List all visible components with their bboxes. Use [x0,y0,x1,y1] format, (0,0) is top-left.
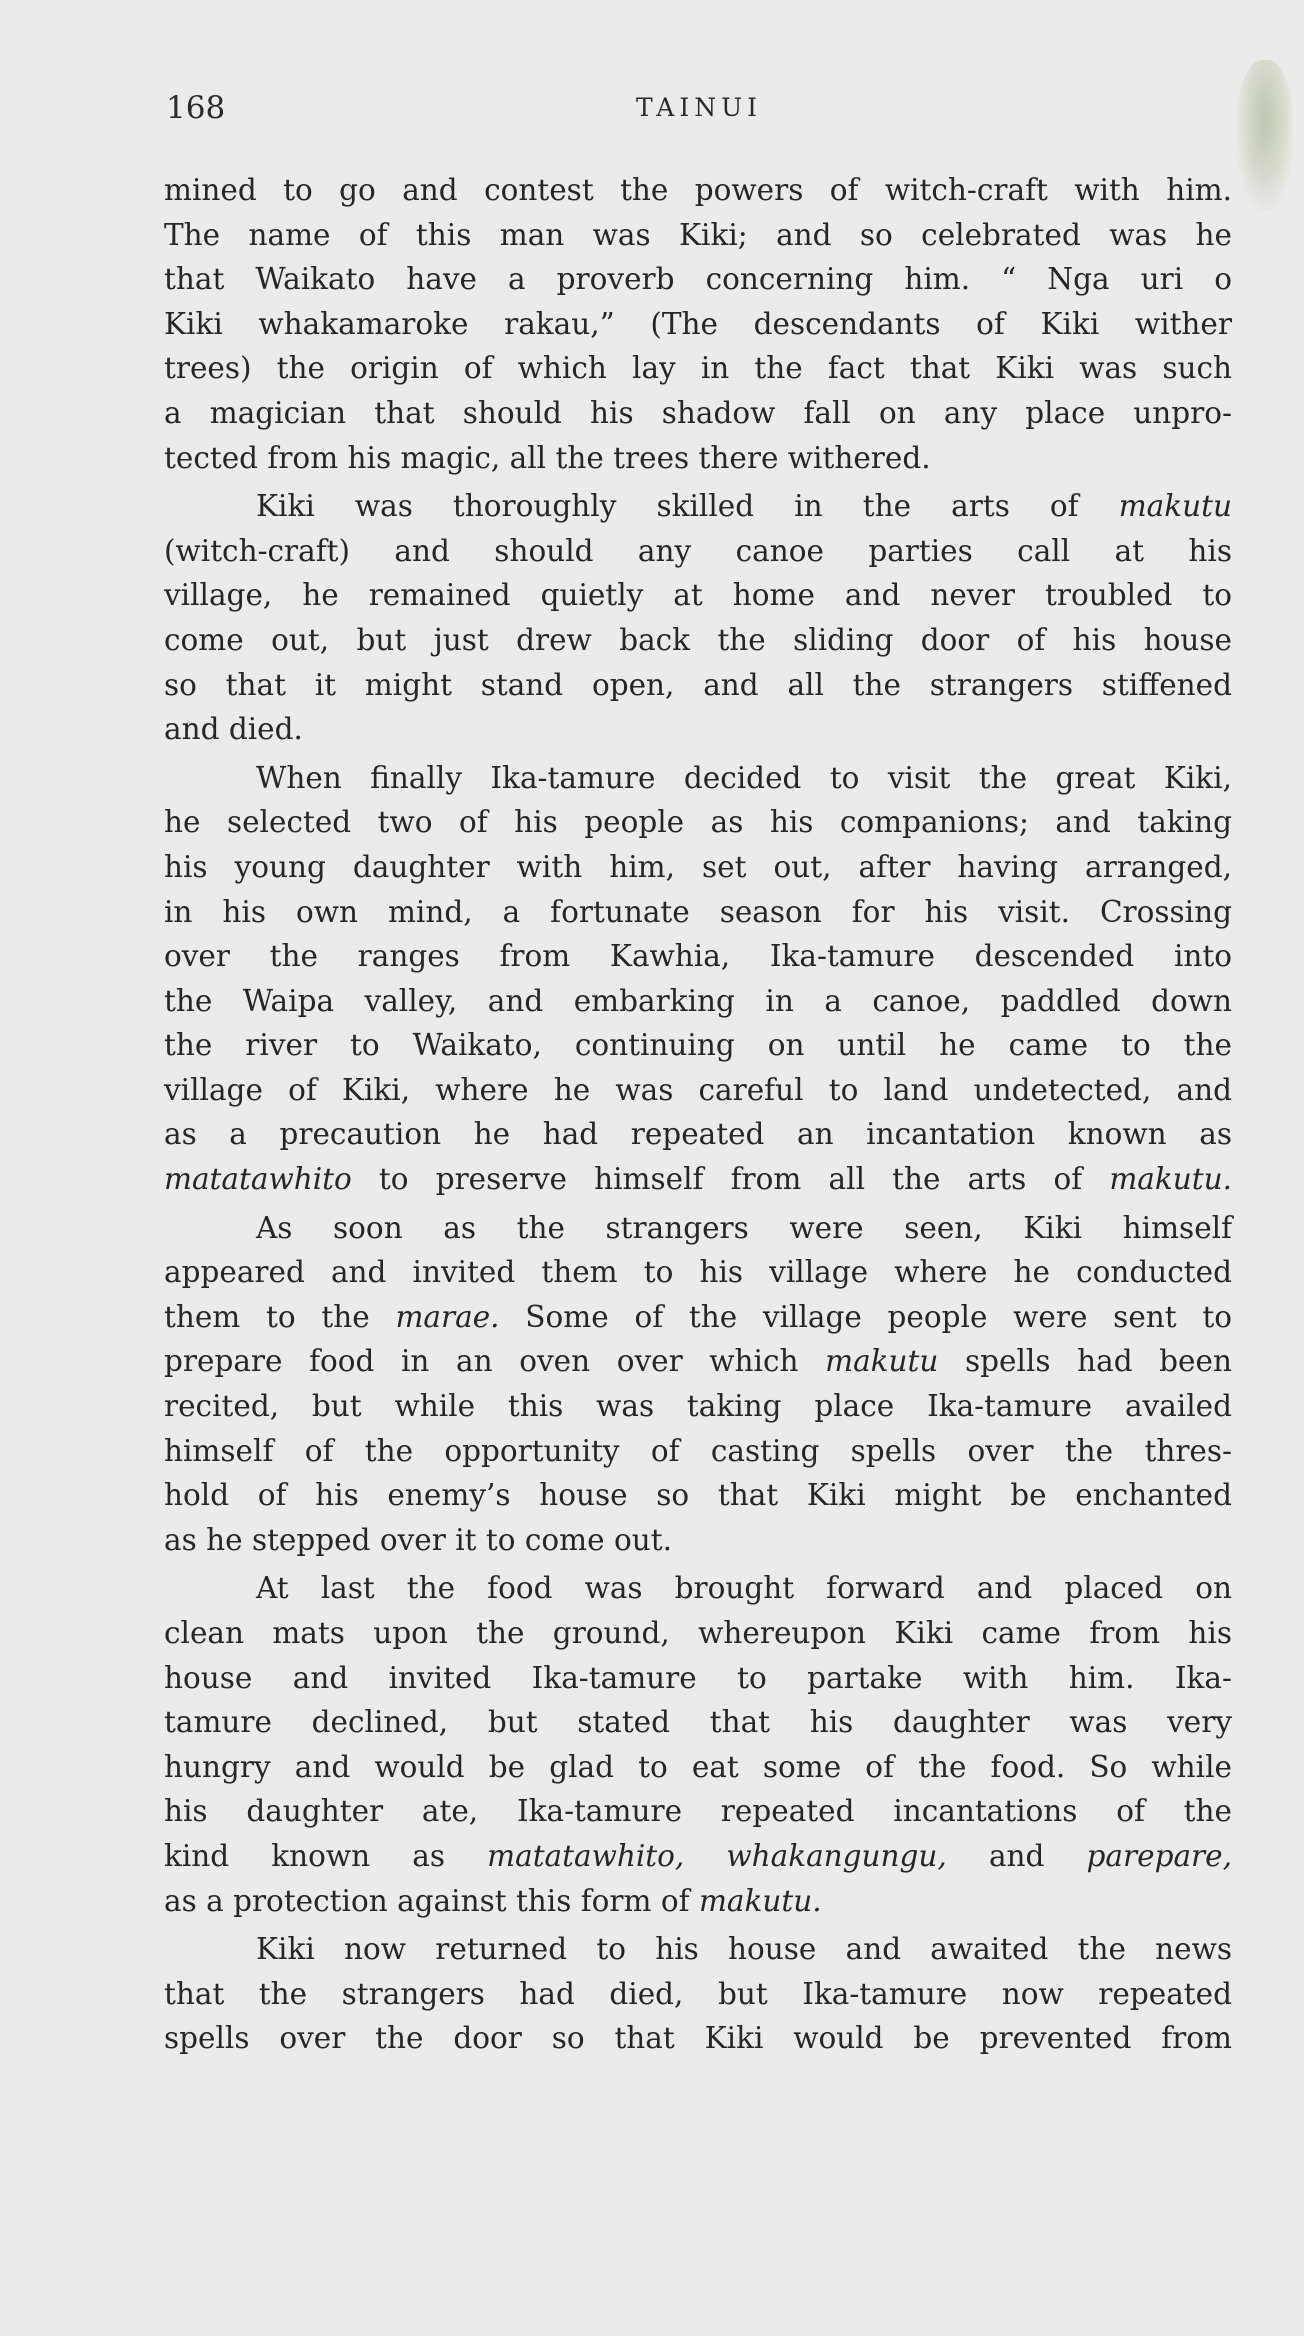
text-line: come out, but just drew back the sliding door of his house [164,622,1232,657]
italic-term: makutu [1118,489,1232,524]
page-stain [1236,60,1294,210]
text-line: hold of his enemy’s house so that Kiki might be enchanted [164,1478,1232,1513]
italic-term: marae. [395,1299,500,1334]
text-line: village of Kiki, where he was careful to land undetected, and [164,1072,1232,1107]
text-line: prepare food in an oven over which makutu spells had been [164,1344,1232,1379]
italic-term: makutu. [698,1883,822,1918]
italic-term: parepare, [1086,1838,1232,1873]
text-line: his daughter ate, Ika-tamure repeated incantations of the [164,1794,1232,1829]
text-line: as a precaution he had repeated an incantation known as [164,1117,1232,1152]
text-line: When finally Ika-tamure decided to visit the great Kiki, [256,760,1232,795]
text-line: as a protection against this form of makutu. [164,1883,822,1918]
text-line: Kiki whakamaroke rakau,” (The descendants of Kiki wither [164,306,1232,341]
text-line: and died. [164,712,303,747]
text-line: over the ranges from Kawhia, Ika-tamure descended into [164,939,1232,974]
text-line: the river to Waikato, continuing on until he came to the [164,1028,1232,1063]
text-line: himself of the opportunity of casting spells over the thres- [164,1433,1232,1468]
text-line: At last the food was brought forward and placed on [256,1571,1232,1606]
text-line: clean mats upon the ground, whereupon Kiki came from his [164,1616,1232,1650]
text-line: Kiki was thoroughly skilled in the arts of makutu [256,489,1232,524]
text-line: The name of this man was Kiki; and so celebrated was he [164,217,1232,252]
text-line: spells over the door so that Kiki would be prevented from [164,2021,1232,2056]
page-number: 168 [166,90,226,126]
text-line: As soon as the strangers were seen, Kiki himself [256,1210,1232,1245]
text-line: the Waipa valley, and embarking in a canoe, paddled down [164,983,1232,1018]
text-line: so that it might stand open, and all the strangers stiffened [164,667,1232,702]
italic-term: makutu. [1109,1162,1232,1197]
text-line: recited, but while this was taking place Ika-tamure availed [164,1389,1232,1424]
text-line: his young daughter with him, set out, after having arranged, [164,849,1232,884]
text-line: hungry and would be glad to eat some of the food. So while [164,1749,1232,1784]
running-head: TAINUI [635,93,763,122]
italic-term: matatawhito, whakangungu, [487,1838,947,1873]
text-line: that the strangers had died, but Ika-tamure now repeated [164,1976,1232,2011]
text-line: he selected two of his people as his companions; and taking [164,805,1232,840]
text-line: matatawhito to preserve himself from all the arts of makutu. [164,1162,1232,1197]
text-line: mined to go and contest the powers of witch-craft with him. [164,173,1232,207]
text-line: as he stepped over it to come out. [164,1522,672,1557]
text-line: that Waikato have a proverb concerning him. “ Nga uri o [164,262,1232,297]
body-text [164,168,1232,2061]
text-line: them to the marae. Some of the village people were sent to [164,1299,1232,1334]
text-line: a magician that should his shadow fall on any place unpro- [164,395,1232,430]
text-line: appeared and invited them to his village where he conducted [164,1255,1232,1290]
text-line: trees) the origin of which lay in the fact that Kiki was such [164,351,1232,386]
text-line: (witch-craft) and should any canoe parties call at his [164,533,1232,568]
text-line: kind known as matatawhito, whakangungu, and parepare, [164,1838,1232,1873]
text-line: in his own mind, a fortunate season for his visit. Crossing [164,894,1232,929]
text-line: tected from his magic, all the trees there withered. [164,440,931,475]
italic-term: matatawhito [164,1162,352,1197]
page-header [166,86,1232,130]
text-line: house and invited Ika-tamure to partake with him. Ika- [164,1660,1232,1695]
text-line: tamure declined, but stated that his daughter was very [164,1705,1232,1740]
text-line: village, he remained quietly at home and never troubled to [164,578,1232,613]
text-line: Kiki now returned to his house and awaited the news [256,1932,1232,1967]
italic-term: makutu [825,1344,939,1379]
